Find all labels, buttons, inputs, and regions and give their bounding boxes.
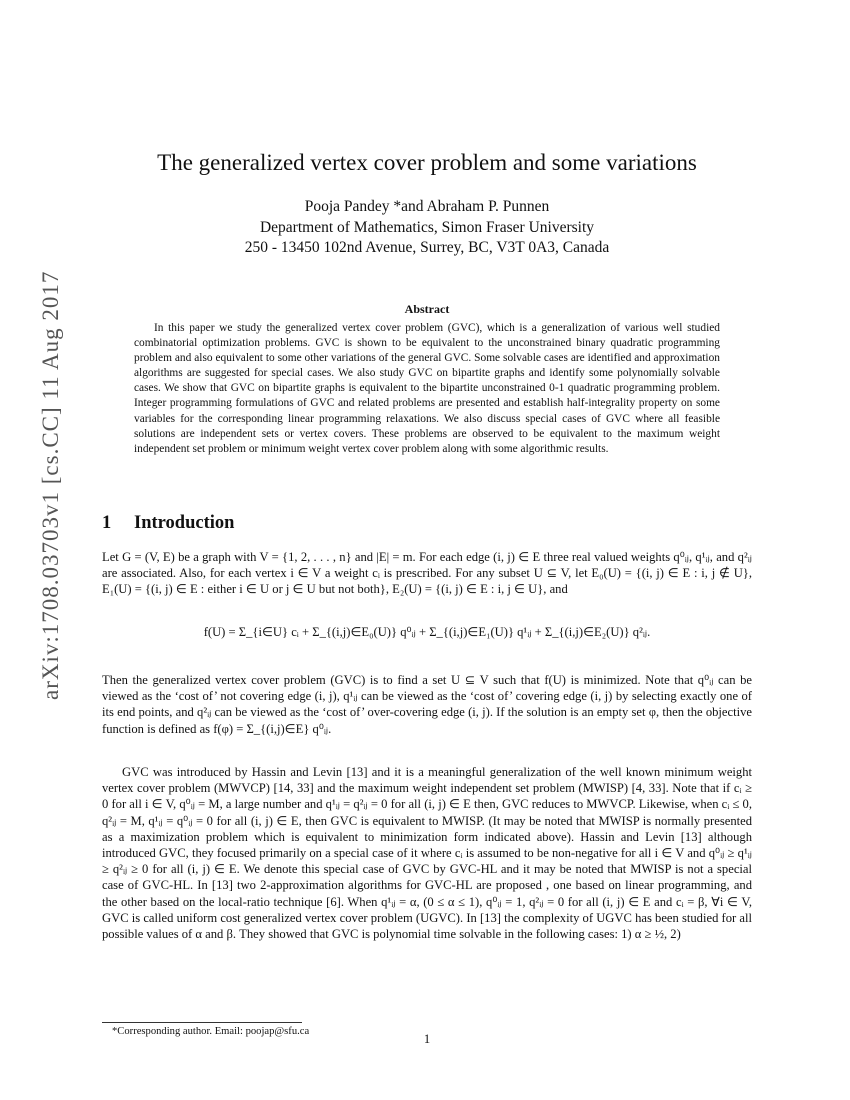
objective-equation: f(U) = Σ_{i∈U} cᵢ + Σ_{(i,j)∈E₀(U)} q⁰ᵢⱼ + Σ_{(i,j)∈E₁(U)} q¹ᵢⱼ + Σ_{(i,j)∈E₂(U)} q²ᵢⱼ.: [203, 625, 651, 639]
page-number: 1: [423, 1032, 431, 1046]
abstract-heading: Abstract: [404, 302, 450, 316]
intro-paragraph-2: Then the generalized vertex cover problem (GVC) is to find a set U ⊆ V such that f(U) is minimized. Note that q⁰ᵢⱼ can be viewed as the ‘cost of’ not covering edge (i, j), q¹ᵢⱼ can be viewed as the ‘cost of’ covering edge (i, j) by selecting exactly one of its end points, and q²ᵢⱼ can be viewed as the ‘cost of’ over-covering edge (i, j). If the solution is an empty set φ, then the objective function is defined as f(φ) = Σ_{(i,j)∈E} q⁰ᵢⱼ.: [102, 673, 752, 736]
authors: Pooja Pandey *and Abraham P. Punnen: [304, 198, 550, 215]
section-title: Introduction: [134, 513, 235, 533]
arxiv-identifier: arXiv:1708.03703v1 [cs.CC] 11 Aug 2017: [38, 270, 63, 700]
intro-paragraph-3: GVC was introduced by Hassin and Levin [13] and it is a meaningful generalization of the well known minimum weight vertex cover problem (MWVCP) [14, 33] and the maximum weight independent set problem (MWISP) [4, 33]. Note that if cᵢ ≥ 0 for all i ∈ V, q⁰ᵢⱼ = M, a large number and q¹ᵢⱼ = q²ᵢⱼ = 0 for all (i, j) ∈ E then, GVC reduces to MWVCP. Likewise, when cᵢ ≤ 0, q²ᵢⱼ = M, q¹ᵢⱼ = q⁰ᵢⱼ = 0 for all (i, j) ∈ E, then GVC is equivalent to MWISP. (It may be noted that MWISP is normally presented as a maximization problem which is equivalent to minimization form indicated above). Hassin and Levin [13] although introduced GVC, they focused primarily on a special case of it where cᵢ is assumed to be non-negative for all i ∈ V and q⁰ᵢⱼ ≥ q¹ᵢⱼ ≥ q²ᵢⱼ ≥ 0 for all (i, j) ∈ E. We denote this special case of GVC by GVC-HL and it may be noted that MWISP is not a special case of GVC-HL. In [13] two 2-approximation algorithms for GVC-HL are proposed , one based on linear programming, and the other based on the local-ratio technique [6]. When q¹ᵢⱼ = α, (0 ≤ α ≤ 1), q⁰ᵢⱼ = 1, q²ᵢⱼ = 0 for all (i, j) ∈ E and cᵢ = β, ∀i ∈ V, GVC is called uniform cost generalized vertex cover problem (UGVC). In [13] the complexity of UGVC has been studied for all possible values of α and β. They showed that GVC is polynomial time solvable in the following cases: 1) α ≥ ½, 2): [102, 765, 752, 942]
section-number: 1: [102, 513, 112, 533]
footnote-rule: [102, 1022, 302, 1023]
paper-title: The generalized vertex cover problem and some variations: [157, 150, 697, 175]
footnote: *Corresponding author. Email: poojap@sfu.ca: [112, 1026, 310, 1037]
section-heading: [102, 513, 234, 534]
affiliation: Department of Mathematics, Simon Fraser University: [259, 218, 595, 236]
address: 250 - 13450 102nd Avenue, Surrey, BC, V3T 0A3, Canada: [244, 239, 610, 256]
author-block: [102, 197, 752, 259]
intro-paragraph-1: Let G = (V, E) be a graph with V = {1, 2, . . . , n} and |E| = m. For each edge (i, j) ∈ E three real valued weights q⁰ᵢⱼ, q¹ᵢⱼ, and q²ᵢⱼ are associated. Also, for each vertex i ∈ V a weight cᵢ is prescribed. For any subset U ⊆ V, let E₀(U) = {(i, j) ∈ E : i, j ∉ U}, E₁(U) = {(i, j) ∈ E : either i ∈ U or j ∈ U but not both}, E₂(U) = {(i, j) ∈ E : i, j ∈ U}, and: [102, 550, 752, 597]
abstract-text: In this paper we study the generalized vertex cover problem (GVC), which is a generalization of various well studied combinatorial optimization problems. GVC is shown to be equivalent to the unconstrained binary quadratic programming problem and also equivalent to some other variations of the general GVC. Some solvable cases are identified and approximation algorithms are suggested for special cases. We also study GVC on bipartite graphs and identify some polynomially solvable cases. We show that GVC on bipartite graphs is equivalent to the bipartite unconstrained 0-1 quadratic programming problem. Integer programming formulations of GVC and related problems are presented and establish half-integrality property on some variables for the corresponding linear programming relaxations. We also discuss special cases of GVC where all feasible solutions are independent sets or vertex covers. These problems are observed to be equivalent to the maximum weight independent set problem or minimum weight vertex cover problem along with some algorithmic results.: [134, 322, 720, 455]
